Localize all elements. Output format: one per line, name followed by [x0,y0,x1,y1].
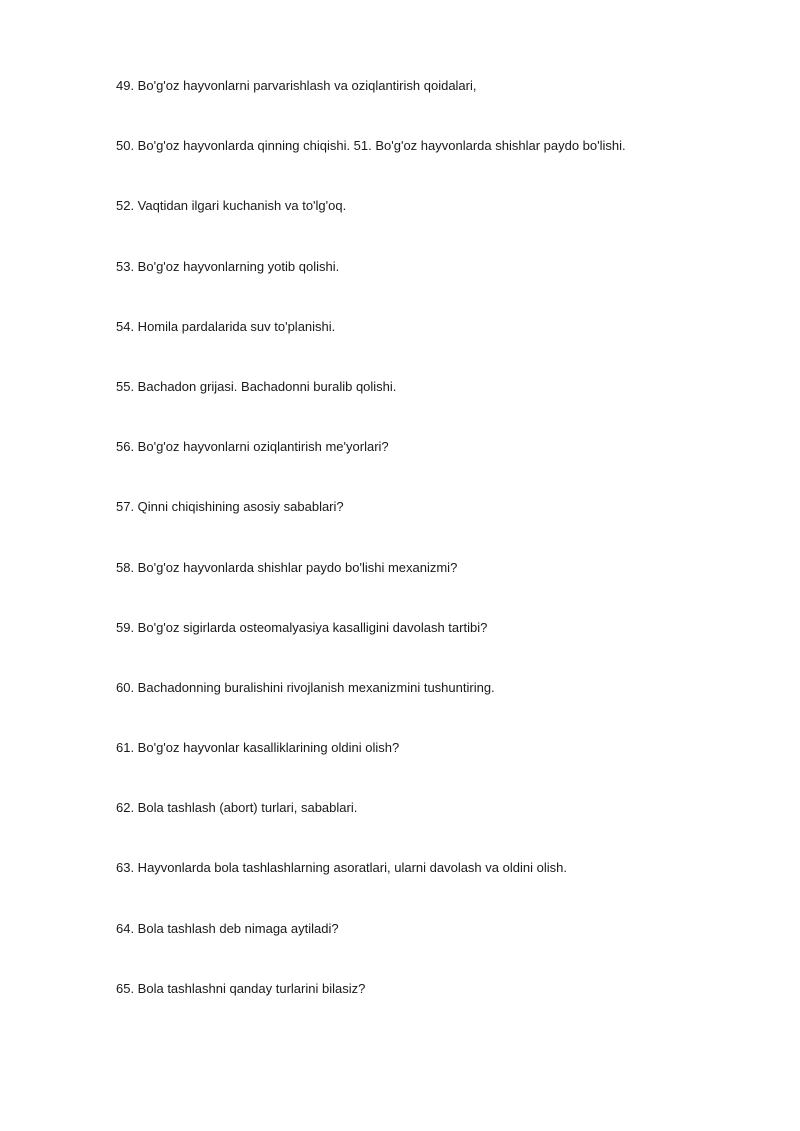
question-item: 62. Bola tashlash (abort) turlari, sabablari. [116,800,358,816]
question-item: 61. Bo'g'oz hayvonlar kasalliklarining oldini olish? [116,740,400,756]
question-item: 53. Bo'g'oz hayvonlarning yotib qolishi. [116,258,340,274]
question-item: 54. Homila pardalarida suv to'planishi. [116,318,336,334]
question-item: 64. Bola tashlash deb nimaga aytiladi? [116,920,339,936]
question-list [116,76,756,1039]
question-item: 50. Bo'g'oz hayvonlarda qinning chiqishi. 51. Bo'g'oz hayvonlarda shishlar paydo bo'lishi. [116,138,626,154]
question-item: 49. Bo'g'oz hayvonlarni parvarishlash va oziqlantirish qoidalari, [116,78,477,93]
question-item: 57. Qinni chiqishining asosiy sabablari? [116,499,344,515]
question-item: 52. Vaqtidan ilgari kuchanish va to'lg'oq. [116,198,347,214]
question-item: 65. Bola tashlashni qanday turlarini bilasiz? [116,980,366,996]
question-item: 56. Bo'g'oz hayvonlarni oziqlantirish me'yorlari? [116,439,389,455]
question-item: 63. Hayvonlarda bola tashlashlarning asoratlari, ularni davolash va oldini olish. [116,860,567,876]
question-item: 55. Bachadon grijasi. Bachadonni buralib qolishi. [116,378,397,394]
question-item: 58. Bo'g'oz hayvonlarda shishlar paydo bo'lishi mexanizmi? [116,559,458,575]
question-item: 60. Bachadonning buralishini rivojlanish mexanizmini tushuntiring. [116,679,495,695]
question-item: 59. Bo'g'oz sigirlarda osteomalyasiya kasalligini davolash tartibi? [116,619,488,635]
